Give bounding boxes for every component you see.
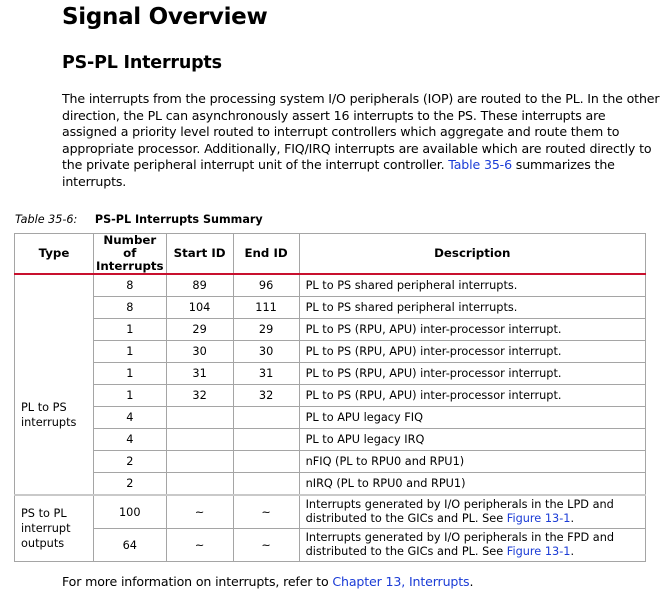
start-id-cell: 32 bbox=[166, 385, 233, 407]
start-id-cell bbox=[166, 473, 233, 496]
footer-text: For more information on interrupts, refer to bbox=[62, 574, 333, 589]
intro-paragraph bbox=[62, 91, 662, 191]
section-heading: PS-PL Interrupts bbox=[62, 53, 222, 73]
count-cell: 1 bbox=[94, 363, 167, 385]
description-cell: PL to PS (RPU, APU) inter-processor interrupt. bbox=[299, 363, 645, 385]
figure-reference-link[interactable]: Figure 13-1 bbox=[506, 545, 571, 558]
description-cell bbox=[299, 495, 645, 529]
description-tail: . bbox=[570, 545, 575, 558]
header-type: Type bbox=[15, 234, 94, 275]
description-cell: PL to PS (RPU, APU) inter-processor interrupt. bbox=[299, 341, 645, 363]
start-id-cell: 31 bbox=[166, 363, 233, 385]
paragraph-text: The interrupts from the processing system I/O peripherals (IOP) are routed to the PL. In the other direction, the PL can asynchronously assert 16 interrupts to the PS. These interrupts are assigned a priority level routed to interrupt controllers which aggregate and route them to appropriate processor. Additionally, FIQ/IRQ interrupts are available which are routed directly to the private peripheral interrupt unit of the interrupt controller. bbox=[62, 91, 660, 173]
start-id-cell bbox=[166, 407, 233, 429]
table-row bbox=[15, 407, 646, 429]
description-cell: PL to APU legacy FIQ bbox=[299, 407, 645, 429]
count-cell: 8 bbox=[94, 274, 167, 297]
table-row bbox=[15, 363, 646, 385]
start-id-cell: ~ bbox=[166, 529, 233, 562]
end-id-cell: ~ bbox=[233, 529, 299, 562]
description-cell: PL to PS (RPU, APU) inter-processor interrupt. bbox=[299, 385, 645, 407]
table-row bbox=[15, 385, 646, 407]
footer-note bbox=[62, 574, 473, 589]
description-text: Interrupts generated by I/O peripherals in the LPD and distributed to the GICs and PL. See bbox=[305, 498, 614, 525]
start-id-cell: ~ bbox=[166, 495, 233, 529]
count-cell: 4 bbox=[94, 407, 167, 429]
description-cell: nIRQ (PL to RPU0 and RPU1) bbox=[299, 473, 645, 496]
footer-tail: . bbox=[469, 574, 474, 589]
end-id-cell bbox=[233, 407, 299, 429]
description-text: Interrupts generated by I/O peripherals in the FPD and distributed to the GICs and PL. See bbox=[305, 531, 615, 558]
count-cell: 1 bbox=[94, 319, 167, 341]
end-id-cell bbox=[233, 451, 299, 473]
table-caption-title: PS-PL Interrupts Summary bbox=[94, 213, 263, 226]
end-id-cell: ~ bbox=[233, 495, 299, 529]
description-cell: PL to PS shared peripheral interrupts. bbox=[299, 297, 645, 319]
header-description: Description bbox=[299, 234, 645, 275]
count-cell: 1 bbox=[94, 341, 167, 363]
table-row bbox=[15, 297, 646, 319]
end-id-cell: 96 bbox=[233, 274, 299, 297]
end-id-cell: 29 bbox=[233, 319, 299, 341]
interrupts-table bbox=[14, 233, 646, 562]
count-cell: 8 bbox=[94, 297, 167, 319]
start-id-cell bbox=[166, 429, 233, 451]
table-row bbox=[15, 495, 646, 529]
start-id-cell bbox=[166, 451, 233, 473]
start-id-cell: 29 bbox=[166, 319, 233, 341]
header-start-id: Start ID bbox=[166, 234, 233, 275]
end-id-cell: 32 bbox=[233, 385, 299, 407]
type-cell: PS to PL interrupt outputs bbox=[15, 495, 94, 562]
description-cell bbox=[299, 529, 645, 562]
table-row bbox=[15, 529, 646, 562]
count-cell: 2 bbox=[94, 451, 167, 473]
count-cell: 1 bbox=[94, 385, 167, 407]
description-cell: PL to APU legacy IRQ bbox=[299, 429, 645, 451]
table-row bbox=[15, 341, 646, 363]
type-cell: PL to PS interrupts bbox=[15, 274, 94, 495]
table-row bbox=[15, 451, 646, 473]
description-tail: . bbox=[570, 512, 575, 525]
description-cell: PL to PS shared peripheral interrupts. bbox=[299, 274, 645, 297]
description-cell: PL to PS (RPU, APU) inter-processor interrupt. bbox=[299, 319, 645, 341]
end-id-cell bbox=[233, 473, 299, 496]
header-number: Number of Interrupts bbox=[94, 234, 167, 275]
table-row bbox=[15, 473, 646, 496]
end-id-cell: 111 bbox=[233, 297, 299, 319]
count-cell: 100 bbox=[94, 495, 167, 529]
table-caption-number: Table 35-6: bbox=[15, 213, 78, 226]
count-cell: 2 bbox=[94, 473, 167, 496]
count-cell: 4 bbox=[94, 429, 167, 451]
chapter-reference-link[interactable]: Chapter 13, Interrupts bbox=[332, 574, 470, 589]
figure-reference-link[interactable]: Figure 13-1 bbox=[506, 512, 571, 525]
end-id-cell: 31 bbox=[233, 363, 299, 385]
start-id-cell: 30 bbox=[166, 341, 233, 363]
table-row bbox=[15, 319, 646, 341]
table-caption bbox=[15, 213, 263, 226]
table-row bbox=[15, 429, 646, 451]
table-row bbox=[15, 274, 646, 297]
start-id-cell: 89 bbox=[166, 274, 233, 297]
end-id-cell: 30 bbox=[233, 341, 299, 363]
start-id-cell: 104 bbox=[166, 297, 233, 319]
table-reference-link[interactable]: Table 35-6 bbox=[448, 157, 512, 173]
table-header-row bbox=[15, 234, 646, 275]
paragraph-tail: summarizes the interrupts. bbox=[62, 157, 615, 189]
end-id-cell bbox=[233, 429, 299, 451]
page-heading: Signal Overview bbox=[62, 4, 268, 30]
count-cell: 64 bbox=[94, 529, 167, 562]
header-end-id: End ID bbox=[233, 234, 299, 275]
description-cell: nFIQ (PL to RPU0 and RPU1) bbox=[299, 451, 645, 473]
